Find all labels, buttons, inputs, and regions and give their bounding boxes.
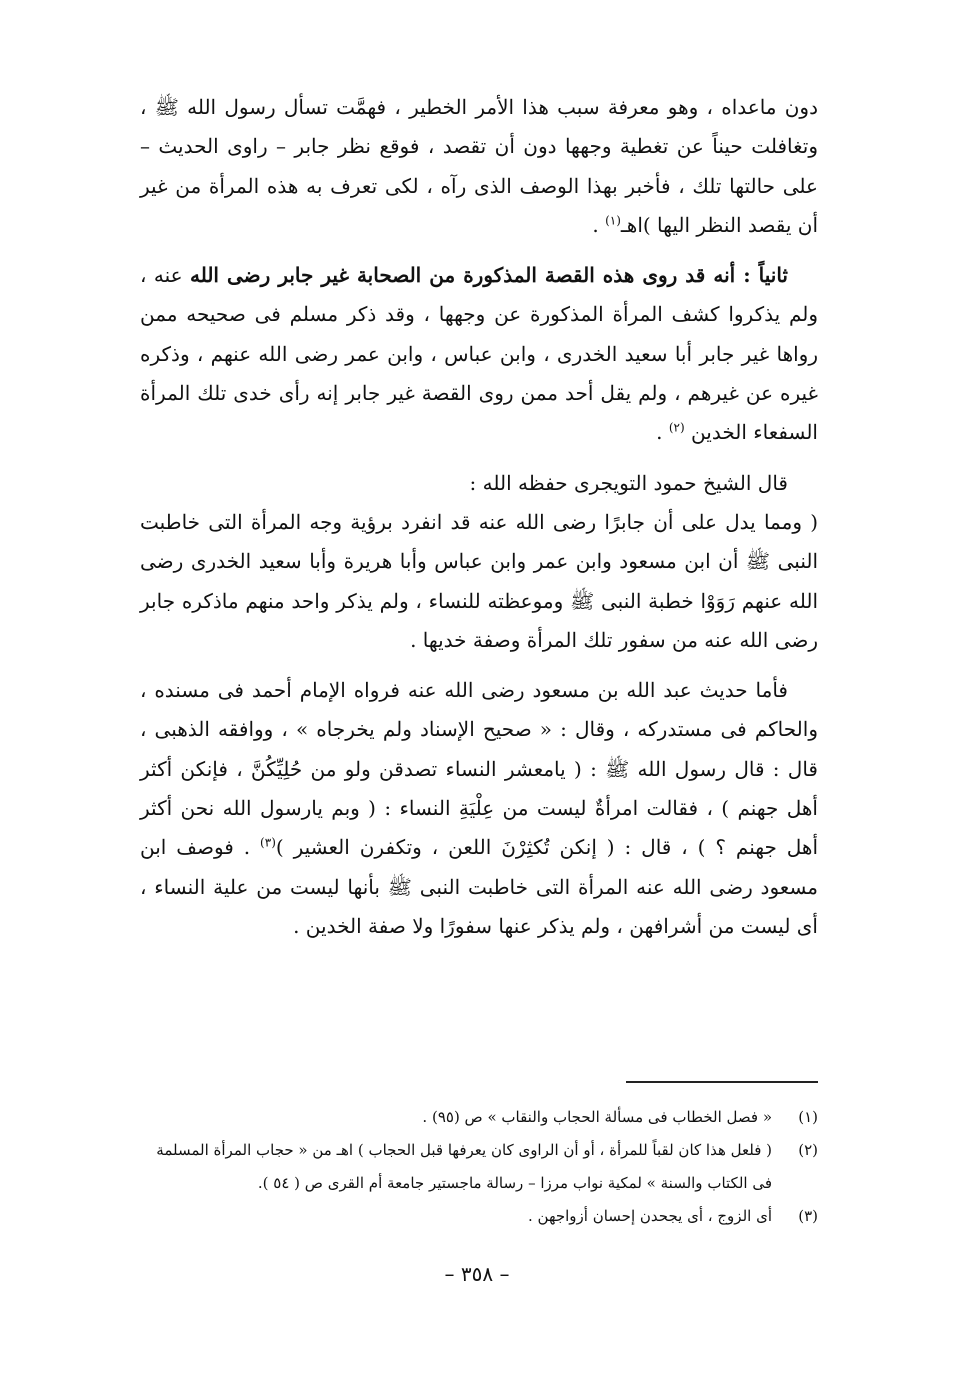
footnote-number: (١) (798, 1108, 818, 1126)
main-text (140, 88, 818, 946)
footnote-number: (٢) (798, 1141, 818, 1159)
footnote-ref-2: (٢) (668, 420, 685, 435)
footnote-ref-3: (٣) (260, 835, 276, 850)
paragraph-1 (140, 88, 818, 245)
paragraph-5-rest: . فوصف ابن مسعود رضى الله عنه المرأة التى خاطبت النبى ﷺ بأنها ليست من علية النساء ، أى ليست من أشرافهن ، ولم يذكر عنها سفورًا ولا صفة الخدين . (140, 835, 818, 938)
footnote-text: « فصل الخطاب فى مسألة الحجاب والنقاب » ص (٩٥) . (422, 1108, 772, 1126)
paragraph-2-text: عنه ، ولم يذكروا كشف المرأة المذكورة عن وجهها ، وقد ذكر مسلم فى صحيحه ممن رواها غير جابر أبا سعيد الخدرى ، وابن عباس ، وابن عمر رضى الله عنهم ، وذكره غيره عن غيرهم ، ولم يقل أحد ممن روى القصة غير جابر إنه رأى خدى تلك المرأة السفعاء الخدين (140, 263, 818, 445)
paragraph-4 (140, 503, 818, 660)
footnote-3 (140, 1200, 818, 1233)
paragraph-3-text: قال الشيخ حمود التويجرى حفظه الله : (469, 470, 788, 495)
paragraph-2 (140, 256, 818, 452)
paragraph-2-lead: ثانياً : أنه قد روى هذه القصة المذكورة من الصحابة غير جابر رضى الله (189, 263, 788, 288)
paragraph-1-text: دون ماعداه ، وهو معرفة سبب هذا الأمر الخطير ، فهمَّت تسأل رسول الله ﷺ ، وتغافلت حيناً عن تغطية وجهها دون أن تقصد ، فوقع نظر جابر – راوى الحديث – على حالتها تلك ، فأخبر بهذا الوصف الذى رآه ، لكى تعرف به هذه المرأة من غير أن يقصد النظر اليها )اهـ (140, 95, 818, 237)
footnote-text: ( فلعل هذا كان لقباً للمرأة ، أو أن الراوى كان يعرفها قبل الحجاب ) اهـ من « حجاب المرأة المسلمة فى الكتاب والسنة » لمكية نواب مرزا – رسالة ماجستير جامعة أم القرى ص ( ٥٤ ). (156, 1141, 772, 1192)
footnote-1 (140, 1101, 818, 1134)
footnote-text: أى الزوج ، أى يجحدن إحسان أزواجهن . (527, 1207, 772, 1225)
paragraph-5-text: فأما حديث عبد الله بن مسعود رضى الله عنه فرواه الإمام أحمد فى مسنده ، والحاكم فى مستدركه ، وقال : « صحيح الإسناد ولم يخرجاه » ، ووافقه الذهبى ، قال : قال رسول الله ﷺ : ( يامعشر النساء تصدقن ولو من حُلِيِّكُنَّ ، فإنكن أكثر أهل جهنم ) ، فقالت امرأةٌ ليست من عِلْيَةِ النساء : ( وبم يارسول الله نحن أكثر أهل جهنم ؟ ) ، قال : ( إنكن تُكثِرْنَ اللعن ، وتكفرن العشير ) (140, 678, 819, 860)
paragraph-5 (140, 671, 818, 946)
footnote-number: (٣) (798, 1207, 818, 1225)
footnote-separator (626, 1081, 818, 1083)
footnotes (140, 1101, 818, 1233)
footnote-ref-1: (١) (605, 213, 621, 228)
paragraph-2-end: . (656, 420, 669, 445)
paragraph-1-end: . (592, 212, 606, 237)
paragraph-3 (140, 464, 818, 503)
page-number: – ٣٥٨ – (444, 1262, 510, 1286)
paragraph-4-text: ( ومما يدل على أن جابرًا رضى الله عنه قد انفرد برؤية وجه المرأة التى خاطبت النبى ﷺ أن ابن مسعود وابن عمر وابن عباس وأبا هريرة وأبا سعيد الخدرى رضى الله عنهم رَوَوْا خطبة النبى ﷺ وموعظته للنساء ، ولم يذكر واحد منهم ماذكره جابر رضى الله عنه من سفور تلك المرأة وصفة خديها . (140, 509, 818, 652)
footnote-2 (140, 1134, 818, 1200)
